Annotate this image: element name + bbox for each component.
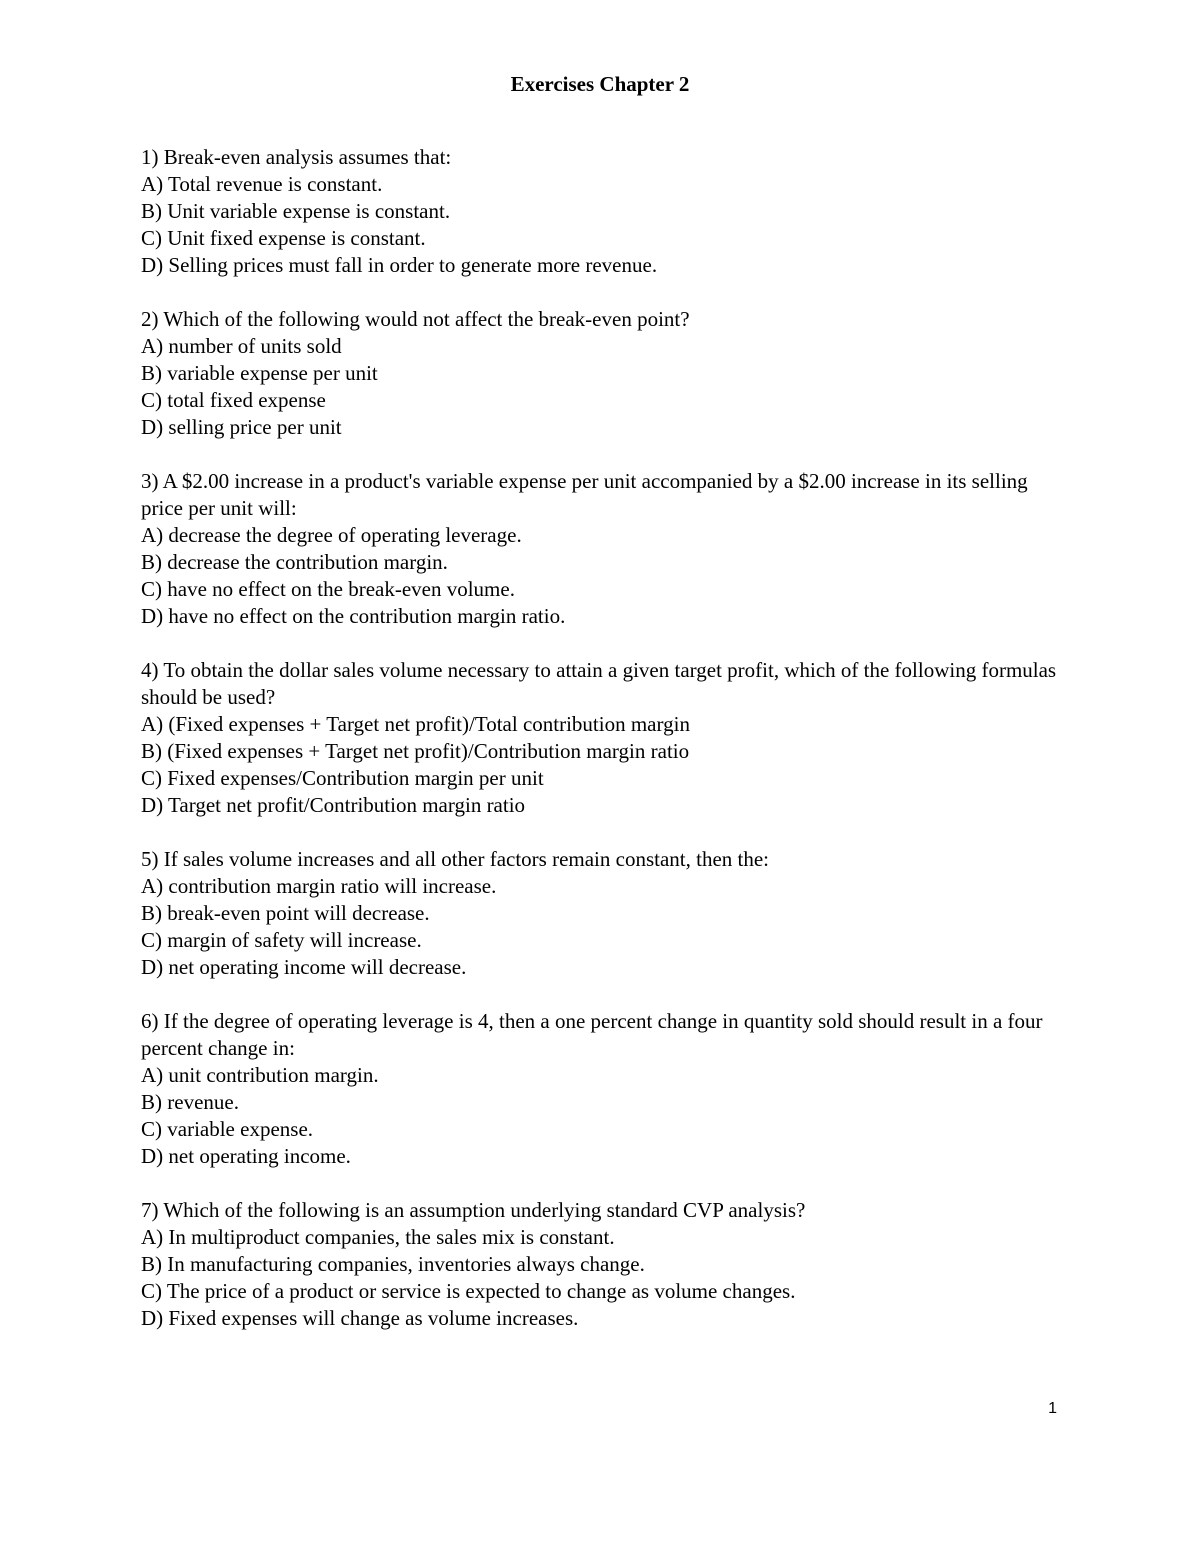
answer-option-b: B) In manufacturing companies, inventories always change. (141, 1252, 645, 1276)
question-list (141, 144, 1061, 1359)
question-6 (141, 1008, 1061, 1170)
question-stem: 1) Break-even analysis assumes that: (141, 145, 452, 169)
answer-option-d: D) Target net profit/Contribution margin ratio (141, 793, 526, 817)
answer-option-c: C) The price of a product or service is expected to change as volume changes. (141, 1279, 796, 1303)
answer-option-c: C) variable expense. (141, 1117, 314, 1141)
answer-option-d: D) have no effect on the contribution margin ratio. (141, 604, 566, 628)
answer-option-a: A) Total revenue is constant. (141, 172, 383, 196)
answer-option-a: A) decrease the degree of operating leverage. (141, 523, 522, 547)
answer-option-b: B) break-even point will decrease. (141, 901, 430, 925)
answer-option-b: B) decrease the contribution margin. (141, 550, 448, 574)
answer-option-a: A) unit contribution margin. (141, 1063, 379, 1087)
answer-option-d: D) net operating income will decrease. (141, 955, 467, 979)
answer-option-c: C) margin of safety will increase. (141, 928, 422, 952)
answer-option-d: D) net operating income. (141, 1144, 351, 1168)
answer-option-a: A) contribution margin ratio will increase. (141, 874, 497, 898)
answer-option-a: A) (Fixed expenses + Target net profit)/Total contribution margin (141, 712, 690, 736)
answer-option-d: D) Fixed expenses will change as volume increases. (141, 1306, 579, 1330)
question-stem: 7) Which of the following is an assumption underlying standard CVP analysis? (141, 1198, 806, 1222)
question-5 (141, 846, 1061, 981)
answer-option-c: C) total fixed expense (141, 388, 326, 412)
question-2 (141, 306, 1061, 441)
answer-option-d: D) selling price per unit (141, 415, 342, 439)
question-stem: 4) To obtain the dollar sales volume necessary to attain a given target profit, which of the following formulas should be used? (141, 658, 1057, 709)
answer-option-b: B) (Fixed expenses + Target net profit)/Contribution margin ratio (141, 739, 690, 763)
question-3 (141, 468, 1061, 630)
answer-option-c: C) have no effect on the break-even volume. (141, 577, 515, 601)
answer-option-b: B) revenue. (141, 1090, 239, 1114)
answer-option-b: B) Unit variable expense is constant. (141, 199, 451, 223)
answer-option-a: A) number of units sold (141, 334, 342, 358)
answer-option-c: C) Fixed expenses/Contribution margin per unit (141, 766, 544, 790)
question-7 (141, 1197, 1061, 1332)
answer-option-d: D) Selling prices must fall in order to generate more revenue. (141, 253, 658, 277)
question-4 (141, 657, 1061, 819)
question-stem: 6) If the degree of operating leverage is 4, then a one percent change in quantity sold should result in a four percent change in: (141, 1009, 1043, 1060)
document-title: Exercises Chapter 2 (510, 72, 690, 96)
answer-option-c: C) Unit fixed expense is constant. (141, 226, 426, 250)
page-number: 1 (1048, 1400, 1057, 1417)
question-stem: 3) A $2.00 increase in a product's variable expense per unit accompanied by a $2.00 increase in its selling price per unit will: (141, 469, 1028, 520)
question-stem: 5) If sales volume increases and all other factors remain constant, then the: (141, 847, 770, 871)
answer-option-b: B) variable expense per unit (141, 361, 378, 385)
answer-option-a: A) In multiproduct companies, the sales mix is constant. (141, 1225, 615, 1249)
question-1 (141, 144, 1061, 279)
question-stem: 2) Which of the following would not affect the break-even point? (141, 307, 690, 331)
